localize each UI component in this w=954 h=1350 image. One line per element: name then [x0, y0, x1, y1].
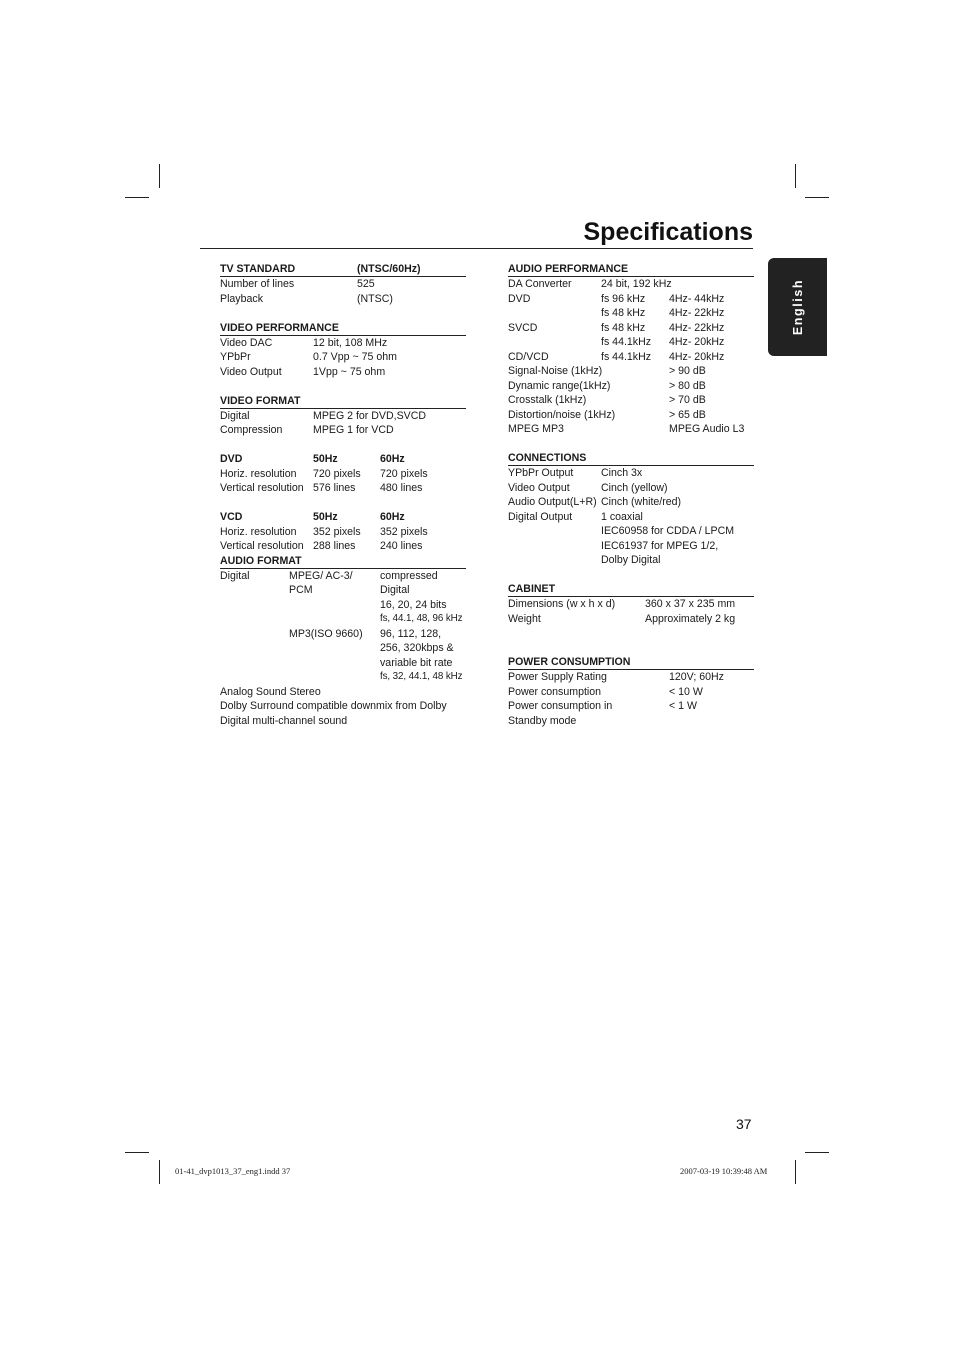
- spec-label: Compression: [220, 424, 283, 436]
- spacer: [220, 306, 466, 321]
- spec-label: Playback: [220, 292, 263, 305]
- spec-row: [508, 422, 754, 437]
- spec-value: 4Hz- 20kHz: [669, 350, 725, 363]
- section-heading-video-performance: [220, 321, 466, 336]
- heading-text: CONNECTIONS: [508, 452, 587, 464]
- spec-label: MPEG MP3: [508, 423, 564, 435]
- spec-row: [508, 685, 754, 700]
- crop-mark: [159, 1160, 160, 1184]
- spec-row: [220, 627, 466, 642]
- spec-value: 525: [357, 278, 375, 290]
- spec-row: [220, 612, 466, 627]
- spec-row: [220, 467, 466, 482]
- spec-row: [220, 423, 466, 438]
- spec-label: Video DAC: [220, 336, 273, 349]
- section-heading-audio-format: [220, 554, 466, 569]
- spec-value: MP3(ISO 9660): [289, 627, 363, 640]
- spec-row: [508, 408, 754, 423]
- spec-row: [220, 598, 466, 613]
- spec-value: fs 48 kHz: [601, 321, 646, 334]
- spec-value: < 1 W: [669, 700, 697, 712]
- spec-value: fs 48 kHz: [601, 307, 646, 319]
- footer-timestamp: 2007-03-19 10:39:48 AM: [680, 1166, 768, 1176]
- spec-value: 576 lines: [313, 482, 356, 494]
- language-tab-label: English: [790, 278, 805, 336]
- spec-value: MPEG/ AC-3/: [289, 569, 353, 582]
- spec-value: 720 pixels: [313, 467, 361, 480]
- spec-note: Analog Sound Stereo: [220, 685, 321, 698]
- heading-text-secondary: (NTSC/60Hz): [357, 263, 421, 275]
- section-heading-video-format: [220, 394, 466, 409]
- spec-row: [220, 583, 466, 598]
- spec-value: fs, 32, 44.1, 48 kHz: [380, 671, 463, 682]
- section-heading-power-consumption: [508, 655, 754, 670]
- spec-value: 96, 112, 128,: [380, 627, 442, 640]
- spec-row: [508, 481, 754, 496]
- spec-row: [508, 524, 754, 539]
- spec-row: [508, 699, 754, 714]
- spec-row: [508, 714, 754, 729]
- spec-value: 720 pixels: [380, 467, 428, 480]
- spec-row: [220, 350, 466, 365]
- spec-label: Digital: [220, 409, 250, 422]
- spec-row: [220, 656, 466, 671]
- spacer: [508, 568, 754, 583]
- spec-value: 480 lines: [380, 482, 423, 494]
- spec-value: Cinch (white/red): [601, 496, 682, 508]
- section-heading-cabinet: [508, 582, 754, 597]
- spec-row: [220, 365, 466, 380]
- spec-value: MPEG Audio L3: [669, 423, 745, 435]
- heading-text: VIDEO PERFORMANCE: [220, 321, 339, 334]
- spec-value: Cinch 3x: [601, 467, 643, 479]
- spec-note: Dolby Surround compatible downmix from Dolby: [220, 700, 447, 712]
- spec-label: DVD: [508, 292, 531, 305]
- spec-label: Power Supply Rating: [508, 671, 607, 683]
- spec-label: Vertical resolution: [220, 540, 304, 552]
- spec-value: > 80 dB: [669, 379, 706, 392]
- spec-value: Approximately 2 kg: [645, 612, 736, 625]
- spec-label: YPbPr: [220, 351, 251, 363]
- spec-value: > 65 dB: [669, 408, 706, 421]
- page-number: 37: [736, 1116, 752, 1132]
- spec-row: [220, 525, 466, 540]
- spec-value: MPEG 2 for DVD,SVCD: [313, 409, 427, 422]
- spec-row: [508, 539, 754, 554]
- spec-value: < 10 W: [669, 685, 703, 698]
- spec-value: 360 x 37 x 235 mm: [645, 598, 736, 610]
- language-tab: [768, 258, 827, 356]
- section-heading-connections: [508, 451, 754, 466]
- title-rule: [200, 248, 753, 249]
- spec-label: Video Output: [220, 365, 282, 378]
- spec-row: [508, 292, 754, 307]
- spec-row: [508, 364, 754, 379]
- heading-text: VCD: [220, 511, 243, 523]
- crop-mark: [125, 1152, 149, 1153]
- spec-value: 4Hz- 20kHz: [669, 336, 725, 348]
- spec-value: 16, 20, 24 bits: [380, 598, 447, 611]
- spec-label: Digital: [220, 569, 250, 582]
- spec-value: 12 bit, 108 MHz: [313, 336, 388, 349]
- spec-value: 352 pixels: [380, 525, 428, 538]
- crop-mark: [159, 164, 160, 188]
- spec-row: [508, 510, 754, 525]
- spec-label: Dimensions (w x h x d): [508, 598, 616, 610]
- spacer: [508, 626, 754, 655]
- crop-mark: [795, 1160, 796, 1184]
- heading-text: 50Hz: [313, 453, 338, 465]
- spec-value: 120V; 60Hz: [669, 671, 724, 683]
- spec-row: [508, 306, 754, 321]
- spec-label: Horiz. resolution: [220, 467, 297, 480]
- spec-value: fs 44.1kHz: [601, 336, 652, 348]
- spec-value: 4Hz- 22kHz: [669, 307, 725, 319]
- spec-label: Power consumption: [508, 685, 602, 698]
- spec-value: MPEG 1 for VCD: [313, 424, 394, 436]
- spec-note: Digital multi-channel sound: [220, 714, 348, 727]
- spec-label: Number of lines: [220, 278, 295, 290]
- crop-mark: [805, 197, 829, 198]
- spec-row: [508, 466, 754, 481]
- spec-value: 288 lines: [313, 540, 356, 552]
- spacer: [508, 437, 754, 452]
- spacer: [220, 438, 466, 453]
- spec-value: (NTSC): [357, 292, 393, 305]
- spec-value: 240 lines: [380, 540, 423, 552]
- spacer: [220, 496, 466, 511]
- spec-label: Digital Output: [508, 510, 573, 523]
- spec-label: Standby mode: [508, 714, 577, 727]
- crop-mark: [805, 1152, 829, 1153]
- spec-label: YPbPr Output: [508, 467, 574, 479]
- heading-text: DVD: [220, 453, 243, 465]
- spec-row: [220, 569, 466, 584]
- spec-label: CD/VCD: [508, 350, 549, 363]
- spec-row: [508, 379, 754, 394]
- spec-value: fs 44.1kHz: [601, 350, 652, 363]
- heading-text: AUDIO FORMAT: [220, 554, 302, 567]
- spec-row: [508, 670, 754, 685]
- spec-row: [220, 277, 466, 292]
- spec-value: IEC60958 for CDDA / LPCM: [601, 525, 735, 537]
- spec-label: Signal-Noise (1kHz): [508, 365, 603, 377]
- spec-value: Digital: [380, 584, 410, 596]
- spec-value: fs, 44.1, 48, 96 kHz: [380, 613, 463, 624]
- spec-value: IEC61937 for MPEG 1/2,: [601, 539, 719, 552]
- spec-label: Horiz. resolution: [220, 525, 297, 538]
- spec-label: Vertical resolution: [220, 482, 304, 494]
- spec-row: [508, 350, 754, 365]
- spec-row: [508, 495, 754, 510]
- spec-row: [508, 321, 754, 336]
- spec-row: [220, 641, 466, 656]
- spec-row: [508, 335, 754, 350]
- section-heading-vcd: [220, 510, 466, 525]
- spec-row: [220, 481, 466, 496]
- spec-label: Crosstalk (1kHz): [508, 394, 587, 406]
- spec-row: [508, 597, 754, 612]
- spec-value: Dolby Digital: [601, 554, 661, 566]
- spec-row: [508, 553, 754, 568]
- spec-row: [220, 336, 466, 351]
- heading-text: VIDEO FORMAT: [220, 394, 301, 407]
- spec-value: 24 bit, 192 kHz: [601, 278, 672, 290]
- page-title: Specifications: [583, 218, 753, 246]
- spacer: [220, 379, 466, 394]
- left-column: [220, 262, 466, 728]
- spec-value: 1 coaxial: [601, 510, 643, 523]
- footer-file-info: 01-41_dvp1013_37_eng1.indd 37: [175, 1166, 291, 1176]
- spec-label: Dynamic range(1kHz): [508, 379, 611, 392]
- heading-text: 60Hz: [380, 511, 405, 523]
- spec-value: compressed: [380, 569, 438, 582]
- spec-value: 4Hz- 22kHz: [669, 321, 725, 334]
- spec-row: [220, 292, 466, 307]
- spec-value: 4Hz- 44kHz: [669, 292, 725, 305]
- spec-value: 0.7 Vpp ~ 75 ohm: [313, 351, 397, 363]
- spec-label: SVCD: [508, 321, 538, 334]
- spec-value: Cinch (yellow): [601, 481, 668, 494]
- heading-text: AUDIO PERFORMANCE: [508, 263, 629, 275]
- spec-value: PCM: [289, 584, 313, 596]
- spec-row: [508, 612, 754, 627]
- spec-value: 1Vpp ~ 75 ohm: [313, 365, 386, 378]
- heading-text: TV STANDARD: [220, 263, 296, 275]
- spec-label: Weight: [508, 612, 541, 625]
- spec-value: 256, 320kbps &: [380, 642, 454, 654]
- spec-label: Power consumption in: [508, 700, 613, 712]
- section-heading-tv-standard: [220, 262, 466, 277]
- crop-mark: [125, 197, 149, 198]
- spec-row: [508, 277, 754, 292]
- crop-mark: [795, 164, 796, 188]
- spec-value: > 90 dB: [669, 365, 706, 377]
- spec-value: fs 96 kHz: [601, 292, 646, 305]
- section-heading-dvd: [220, 452, 466, 467]
- heading-text: CABINET: [508, 583, 556, 595]
- spec-value: variable bit rate: [380, 656, 453, 669]
- spec-row: [220, 539, 466, 554]
- heading-text: POWER CONSUMPTION: [508, 656, 631, 668]
- spec-label: Audio Output(L+R): [508, 496, 597, 508]
- section-heading-audio-performance: [508, 262, 754, 277]
- spec-label: DA Converter: [508, 278, 572, 290]
- heading-text: 50Hz: [313, 511, 338, 523]
- right-column: [508, 262, 754, 728]
- spec-row: [220, 409, 466, 424]
- spec-value: 352 pixels: [313, 525, 361, 538]
- spec-value: > 70 dB: [669, 394, 706, 406]
- spec-row: [508, 393, 754, 408]
- spec-row: [220, 670, 466, 685]
- spec-label: Distortion/noise (1kHz): [508, 408, 616, 421]
- spec-label: Video Output: [508, 481, 570, 494]
- heading-text: 60Hz: [380, 453, 405, 465]
